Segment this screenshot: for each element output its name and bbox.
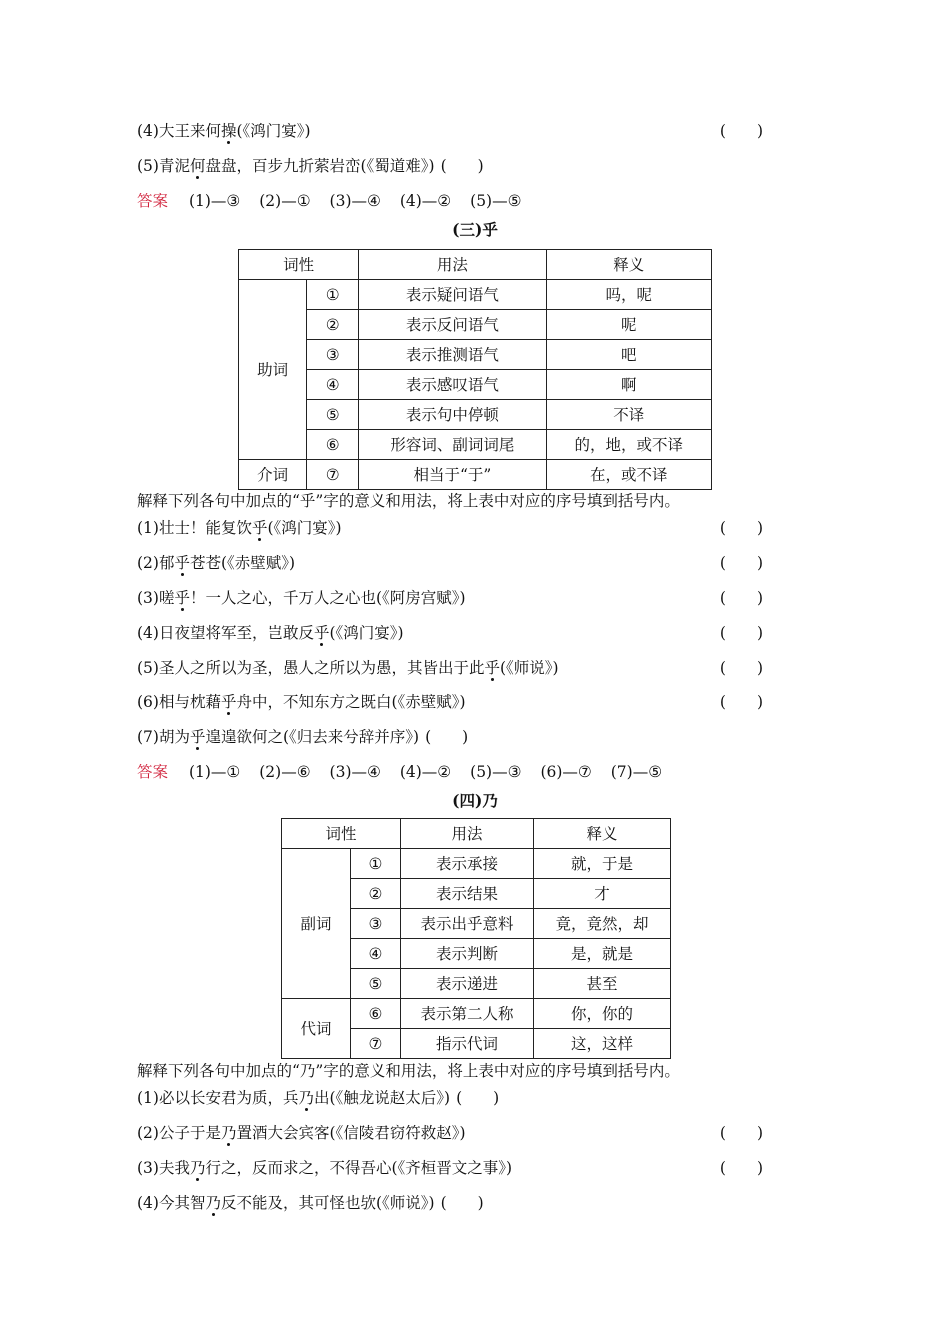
num-cell: ④ [351,939,401,969]
table-row [239,430,712,460]
pos-cell: 助词 [239,280,307,460]
dotted-char: 乃 [220,1124,237,1142]
table-header: 用法 [401,819,534,849]
answer-blank[interactable]: ( ) [719,589,763,607]
usage-cell: 表示感叹语气 [359,370,546,400]
question-line: (3)夫我乃行之，反而求之，不得吾心(《齐桓晋文之事》) ( ) [137,1159,763,1177]
meaning-cell: 的，地，或不译 [546,430,711,460]
question-line: (5)圣人之所以为圣，愚人之所以为愚，其皆出于此乎(《师说》) ( ) [137,659,763,677]
answer-item: (4)—② [399,192,452,210]
usage-cell: 表示疑问语气 [359,280,546,310]
answer-label: 答案 [137,763,169,781]
meaning-cell: 吗，呢 [546,280,711,310]
usage-cell: 表示判断 [401,939,534,969]
dotted-char: 乎 [174,589,190,607]
dotted-char: 乎 [189,728,206,746]
table-header-row [282,819,671,849]
answer-line [137,190,763,212]
answer-item: (1)—① [188,763,241,781]
num-cell: ⑦ [307,460,359,490]
usage-cell: 表示第二人称 [401,999,534,1029]
dotted-char: 操 [220,122,237,140]
answer-item: (5)—③ [470,763,522,781]
dotted-char: 何 [189,157,206,175]
num-cell: ① [351,849,401,879]
dotted-char: 乎 [484,659,500,677]
usage-cell: 表示递进 [401,969,534,999]
table-header: 用法 [359,250,546,280]
table-row [239,310,712,340]
answer-blank[interactable]: ( ) [440,157,484,175]
table-row [282,999,671,1029]
question-line: (6)相与枕藉乎舟中，不知东方之既白(《赤壁赋》) ( ) [137,693,763,711]
answer-blank[interactable]: ( ) [440,1194,484,1212]
answer-blank[interactable]: ( ) [719,624,763,642]
meaning-cell: 你，你的 [534,999,671,1029]
usage-cell: 表示反问语气 [359,310,546,340]
table-header-row [239,250,712,280]
table-row [239,280,712,310]
answer-blank[interactable]: ( ) [456,1089,500,1107]
answer-blank[interactable]: ( ) [719,1159,763,1177]
meaning-cell: 吧 [546,340,711,370]
meaning-cell: 在，或不译 [546,460,711,490]
question-line: (5)青泥何盘盘，百步九折萦岩峦(《蜀道难》) ( ) [137,157,484,175]
table-header: 释义 [546,250,711,280]
instruction-text: 解释下列各句中加点的“乃”字的意义和用法，将上表中对应的序号填到括号内。 [137,1062,680,1080]
question-line: (2)公子于是乃置酒大会宾客(《信陵君窃符救赵》) ( ) [137,1124,763,1142]
usage-cell: 指示代词 [401,1029,534,1059]
dotted-char: 乎 [174,554,190,572]
table-header: 词性 [282,819,401,849]
answer-item: (3)—④ [329,763,381,781]
num-cell: ⑦ [351,1029,401,1059]
meaning-cell: 呢 [546,310,711,340]
table-header: 词性 [239,250,359,280]
num-cell: ④ [307,370,359,400]
table-header: 释义 [534,819,671,849]
section-title: (四)乃 [452,791,498,810]
table-row [282,849,671,879]
meaning-cell: 甚至 [534,969,671,999]
dotted-char: 乎 [251,519,268,537]
answer-blank[interactable]: ( ) [425,728,469,746]
usage-cell: 表示承接 [401,849,534,879]
meaning-cell: 就，于是 [534,849,671,879]
answer-item: (7)—⑤ [610,763,663,781]
meaning-cell: 竟，竟然，却 [534,909,671,939]
num-cell: ③ [307,340,359,370]
question-line: (4)大王来何操(《鸿门宴》) ( ) [137,122,763,140]
answer-blank[interactable]: ( ) [719,693,763,711]
dotted-char: 乎 [313,624,330,642]
meaning-cell: 啊 [546,370,711,400]
pos-cell: 副词 [282,849,351,999]
question-line: (1)必以长安君为质，兵乃出(《触龙说赵太后》) ( ) [137,1089,500,1107]
num-cell: ⑥ [307,430,359,460]
dotted-char: 乎 [220,693,237,711]
table-row [239,340,712,370]
dotted-char: 乃 [205,1194,221,1212]
dotted-char: 乃 [298,1089,314,1107]
answer-blank[interactable]: ( ) [719,554,763,572]
num-cell: ③ [351,909,401,939]
meaning-cell: 这，这样 [534,1029,671,1059]
question-line: (4)今其智乃反不能及，其可怪也欤(《师说》) ( ) [137,1194,484,1212]
num-cell: ⑥ [351,999,401,1029]
question-line: (1)壮士！能复饮乎(《鸿门宴》) ( ) [137,519,763,537]
usage-table [281,818,671,1059]
question-line: (3)嗟乎！一人之心，千万人之心也(《阿房宫赋》) ( ) [137,589,763,607]
question-line: (4)日夜望将军至，岂敢反乎(《鸿门宴》) ( ) [137,624,763,642]
usage-cell: 表示推测语气 [359,340,546,370]
answer-item: (5)—⑤ [470,192,522,210]
table-row [239,370,712,400]
question-line: (7)胡为乎遑遑欲何之(《归去来兮辞并序》) ( ) [137,728,469,746]
answer-blank[interactable]: ( ) [719,519,763,537]
num-cell: ② [351,879,401,909]
table-row [239,400,712,430]
answer-blank[interactable]: ( ) [719,659,763,677]
num-cell: ⑤ [307,400,359,430]
answer-blank[interactable]: ( ) [719,122,763,140]
answer-item: (2)—① [259,192,311,210]
table-row [239,460,712,490]
meaning-cell: 不译 [546,400,711,430]
num-cell: ② [307,310,359,340]
instruction-text: 解释下列各句中加点的“乎”字的意义和用法，将上表中对应的序号填到括号内。 [137,492,680,510]
answer-item: (1)—③ [188,192,241,210]
num-cell: ⑤ [351,969,401,999]
answer-line [137,761,763,783]
usage-cell: 表示出乎意料 [401,909,534,939]
usage-cell: 表示结果 [401,879,534,909]
meaning-cell: 是，就是 [534,939,671,969]
usage-table [238,249,712,490]
answer-item: (6)—⑦ [540,763,592,781]
dotted-char: 乃 [189,1159,206,1177]
usage-cell: 相当于“于” [359,460,546,490]
answer-item: (2)—⑥ [259,763,311,781]
usage-cell: 表示句中停顿 [359,400,546,430]
num-cell: ① [307,280,359,310]
section-title: (三)乎 [452,220,498,239]
answer-blank[interactable]: ( ) [719,1124,763,1142]
answer-item: (3)—④ [329,192,381,210]
meaning-cell: 才 [534,879,671,909]
answer-label: 答案 [137,192,169,210]
usage-cell: 形容词、副词词尾 [359,430,546,460]
answer-item: (4)—② [399,763,452,781]
pos-cell: 代词 [282,999,351,1059]
question-line: (2)郁乎苍苍(《赤壁赋》) ( ) [137,554,763,572]
pos-cell: 介词 [239,460,307,490]
